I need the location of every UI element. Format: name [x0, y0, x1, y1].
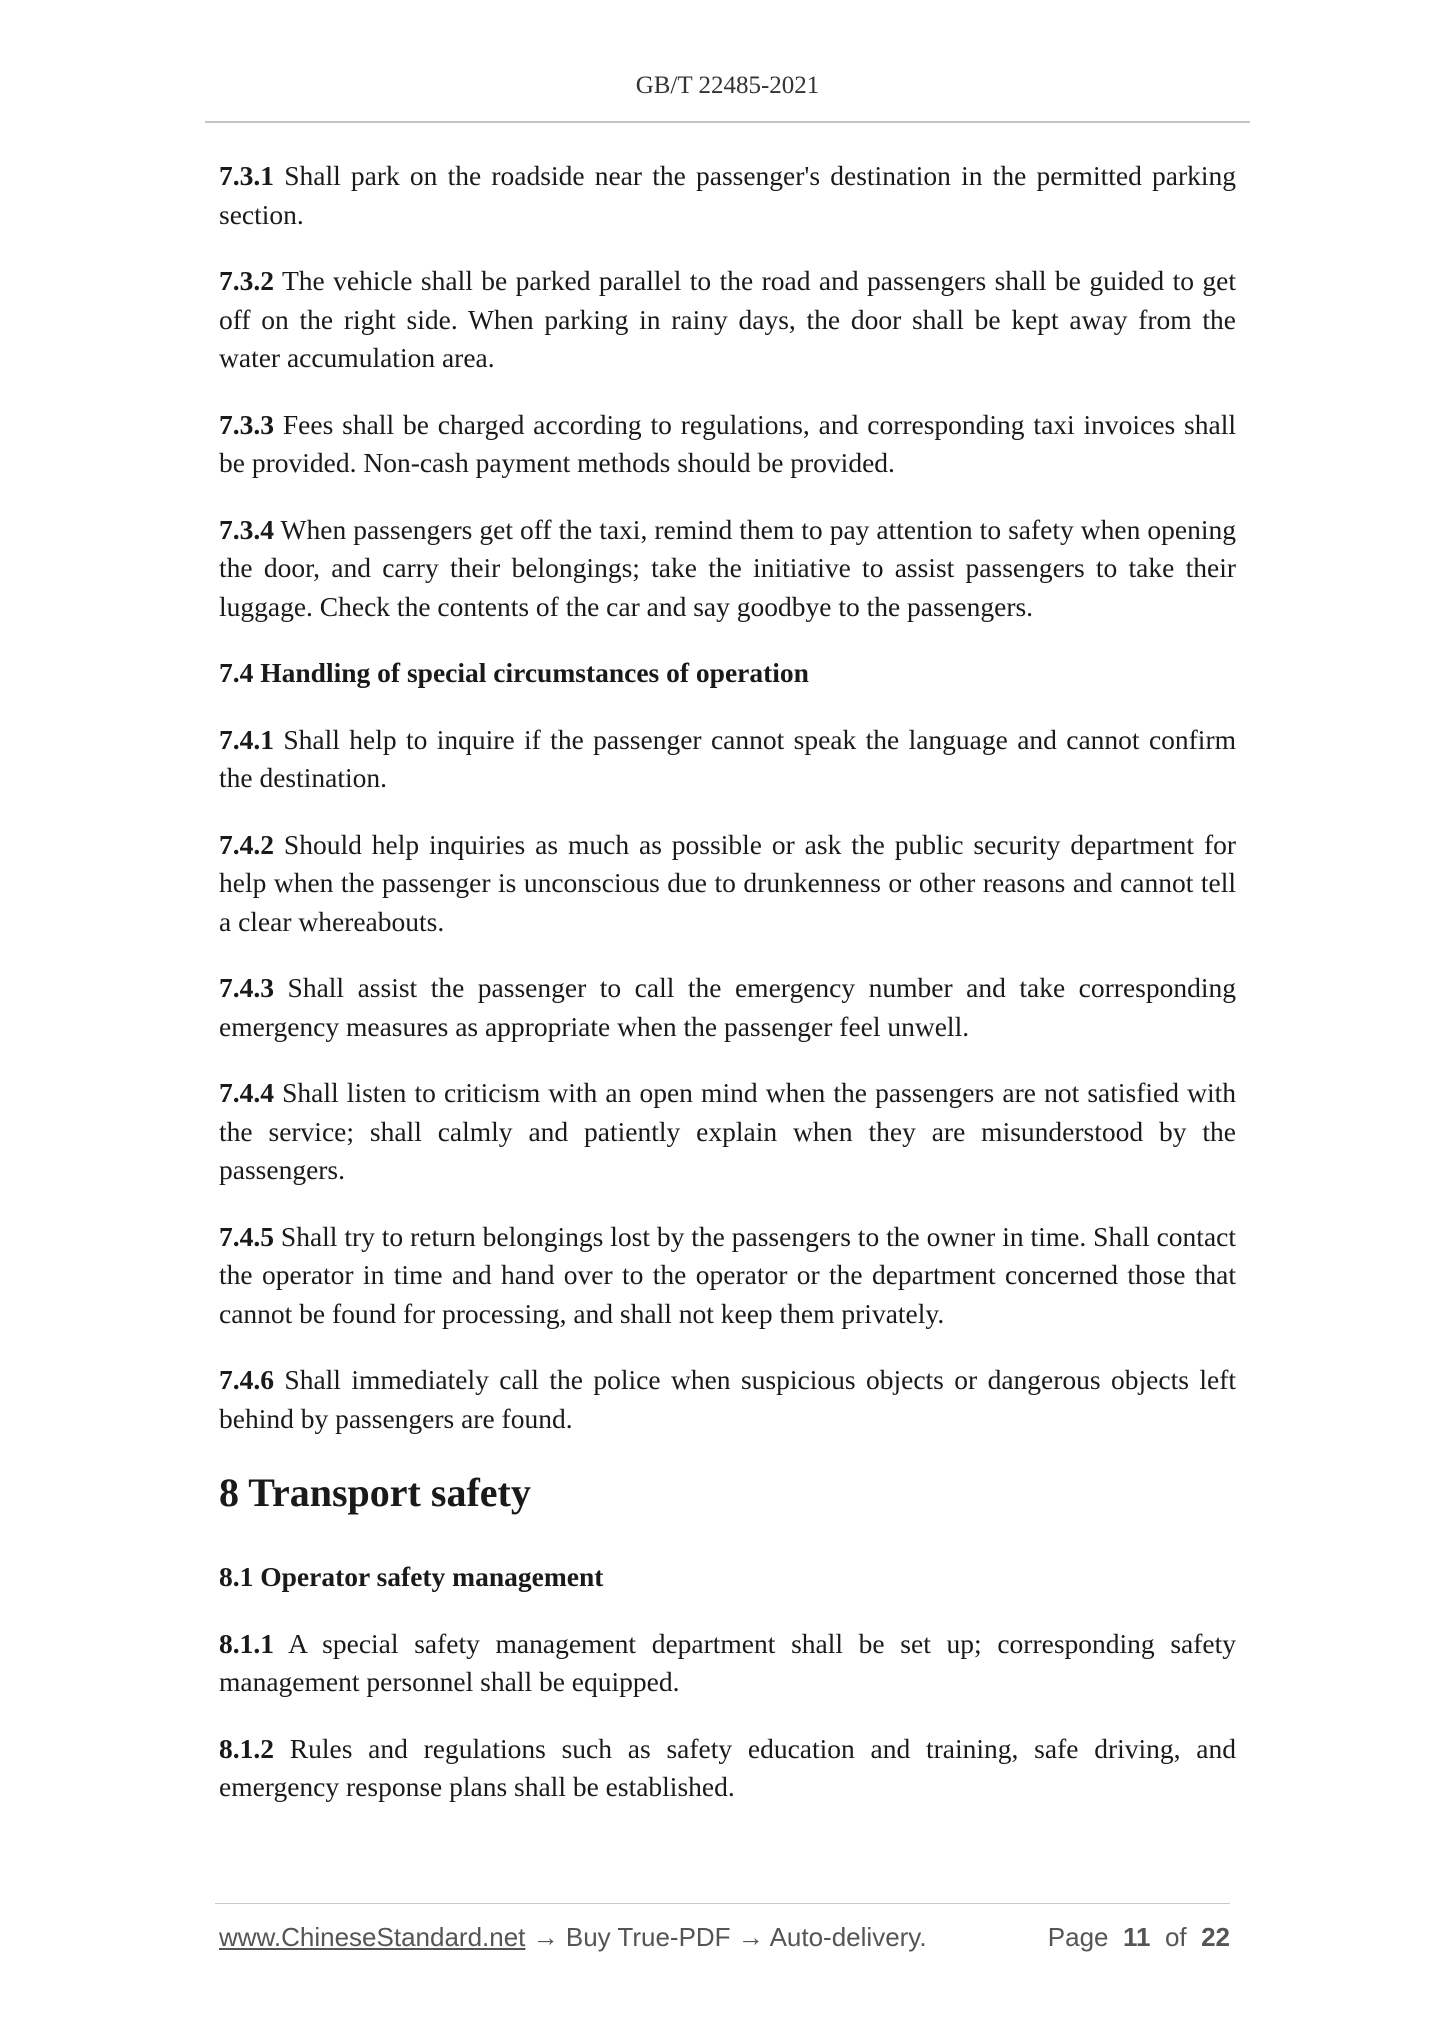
clause-number: 7.4.6 — [219, 1364, 274, 1395]
clause-number: 7.4.3 — [219, 972, 274, 1003]
clause-text: Shall listen to criticism with an open mind when the passengers are not satisfied with the service; shall calmly and patiently explain when they are misunderstood by the passengers. — [219, 1077, 1237, 1185]
page-total: 22 — [1201, 1922, 1230, 1952]
section-heading: 8.1 Operator safety management — [219, 1561, 604, 1592]
clause-number: 7.4.5 — [219, 1220, 274, 1252]
clause-paragraph — [219, 1730, 1236, 1807]
clause-text: Fees shall be charged according to regulations, and corresponding taxi invoices shall be provided. Non-cash payment methods should be provided. — [219, 408, 1236, 478]
clause-paragraph — [219, 721, 1236, 798]
clause-number: 7.4.1 — [219, 723, 274, 755]
clause-paragraph — [219, 826, 1236, 942]
document-header-title: GB/T 22485-2021 — [635, 72, 820, 99]
clause-paragraph — [219, 1625, 1236, 1702]
clause-text: Rules and regulations such as safety education and training, safe driving, and emergency response plans shall be established. — [219, 1732, 1236, 1802]
footer-promo — [219, 1922, 927, 1953]
clause-paragraph — [219, 157, 1236, 234]
clause-number: 7.4.2 — [219, 828, 274, 860]
clause-number: 7.3.3 — [219, 408, 274, 440]
clause-number: 7.3.4 — [219, 513, 274, 545]
website-link[interactable]: www.ChineseStandard.net — [219, 1922, 526, 1952]
footer-divider — [215, 1903, 1230, 1904]
chapter-heading: 8 Transport safety — [219, 1470, 531, 1515]
clause-paragraph — [219, 406, 1236, 483]
page-label: Page — [1047, 1922, 1109, 1952]
clause-paragraph — [219, 1074, 1236, 1190]
clause-paragraph — [219, 969, 1236, 1046]
clause-text: Should help inquiries as much as possible or ask the public security department for help when the passenger is unconscious due to drunkenness or other reasons and cannot tell a clear whereabouts. — [219, 828, 1237, 937]
clause-paragraph — [219, 511, 1236, 627]
clause-number: 7.3.2 — [219, 265, 274, 296]
page-number — [1048, 1922, 1230, 1953]
clause-number: 7.4.4 — [219, 1077, 274, 1108]
clause-paragraph — [219, 1218, 1236, 1334]
clause-text: Shall help to inquire if the passenger cannot speak the language and cannot confirm the destination. — [219, 723, 1236, 793]
clause-text: A special safety management department shall be set up; corresponding safety management personnel shall be equipped. — [219, 1627, 1236, 1697]
page-of-label: of — [1164, 1922, 1187, 1952]
clause-paragraph — [219, 262, 1236, 378]
clause-text: Shall try to return belongings lost by the passengers to the owner in time. Shall contact the operator in time and hand over to the operator or the department concerned those that cannot be found for processing, and shall not keep them privately. — [219, 1220, 1237, 1329]
header-divider — [205, 121, 1250, 123]
clause-number: 8.1.1 — [219, 1627, 274, 1659]
clause-text: Shall assist the passenger to call the emergency number and take corresponding emergency measures as appropriate when the passenger feel unwell. — [219, 972, 1237, 1042]
clause-text: Shall park on the roadside near the passenger's destination in the permitted parking section. — [219, 160, 1237, 230]
document-body — [219, 157, 1236, 1835]
clause-text: The vehicle shall be parked parallel to the road and passengers shall be guided to get off on the right side. When parking in rainy days, the door shall be kept away from the water accumulation area. — [219, 265, 1236, 373]
clause-text: Shall immediately call the police when suspicious objects or dangerous objects left behind by passengers are found. — [219, 1364, 1236, 1434]
footer-promo-text: → Buy True-PDF → Auto-delivery. — [525, 1922, 927, 1952]
clause-text: When passengers get off the taxi, remind them to pay attention to safety when opening the door, and carry their belongings; take the initiative to assist passengers to take their luggage. Check the contents of the car and say goodbye to the passengers. — [219, 513, 1236, 622]
page-current: 11 — [1122, 1922, 1151, 1952]
section-heading: 7.4 Handling of special circumstances of operation — [219, 657, 809, 688]
clause-number: 8.1.2 — [219, 1732, 274, 1764]
clause-paragraph — [219, 1361, 1236, 1438]
clause-number: 7.3.1 — [219, 160, 274, 191]
